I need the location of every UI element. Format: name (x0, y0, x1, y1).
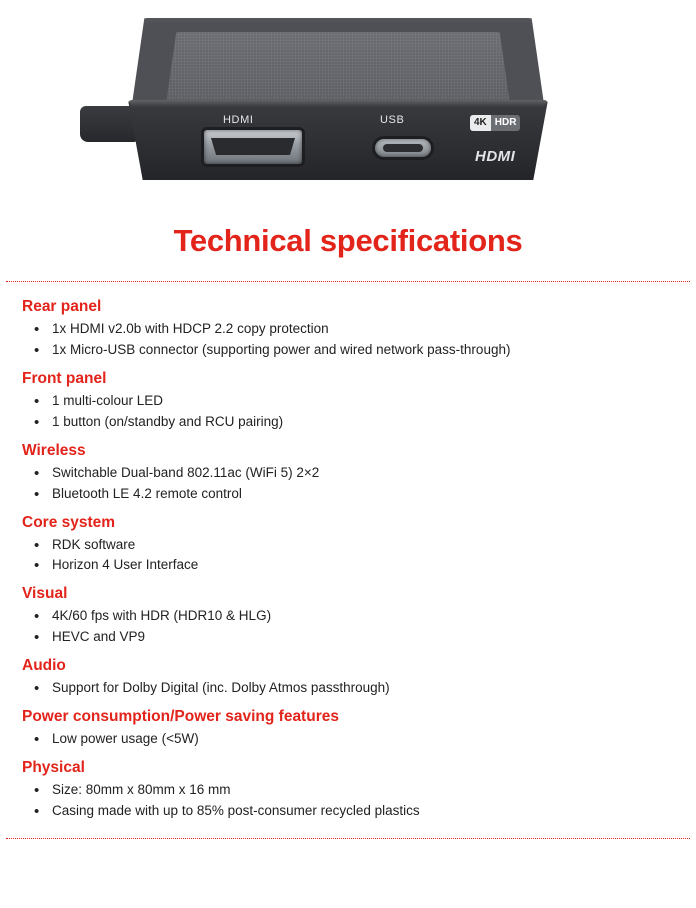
hdmi-port-label: HDMI (223, 114, 254, 126)
spec-group (22, 370, 674, 433)
divider-top (6, 281, 690, 282)
4k-hdr-badge (470, 115, 520, 131)
spec-item-list (22, 678, 674, 699)
spec-item: • 4K/60 fps with HDR (HDR10 & HLG) (28, 606, 674, 627)
product-image (0, 0, 696, 205)
spec-group (22, 442, 674, 505)
page-title: Technical specifications (173, 223, 523, 258)
spec-item: • 1x HDMI v2.0b with HDCP 2.2 copy protection (28, 319, 674, 340)
spec-group (22, 708, 674, 750)
spec-item: • Bluetooth LE 4.2 remote control (28, 484, 674, 505)
spec-group (22, 657, 674, 699)
spec-group-heading: Rear panel (22, 298, 102, 315)
hdr-badge-text: HDR (491, 115, 521, 131)
spec-item: • Horizon 4 User Interface (28, 555, 674, 576)
spec-item-list (22, 729, 674, 750)
spec-item-list (22, 535, 674, 577)
spec-item: • Casing made with up to 85% post-consumer recycled plastics (28, 801, 674, 822)
spec-group-heading: Wireless (22, 441, 86, 459)
spec-group-heading: Core system (22, 513, 116, 531)
spec-item-list (22, 606, 674, 648)
spec-group (22, 298, 674, 361)
spec-group-heading: Visual (22, 585, 68, 603)
spec-item: • 1x Micro-USB connector (supporting power and wired network pass-through) (28, 340, 674, 361)
spec-item-list (22, 391, 674, 433)
spec-item: • HEVC and VP9 (28, 627, 674, 648)
hdmi-logo: HDMI (475, 148, 516, 165)
device-illustration (118, 18, 558, 190)
spec-group (22, 759, 674, 822)
spec-item-list (22, 463, 674, 505)
device-fabric-texture (166, 32, 510, 104)
4k-badge-text: 4K (470, 115, 491, 131)
spec-group (22, 585, 674, 648)
device-front-highlight (128, 100, 548, 107)
spec-group-heading: Front panel (22, 369, 107, 387)
spec-item: • Support for Dolby Digital (inc. Dolby Atmos passthrough) (28, 678, 674, 699)
spec-group-heading: Audio (22, 657, 66, 675)
specifications-list (0, 298, 696, 822)
spec-item: • 1 button (on/standby and RCU pairing) (28, 412, 674, 433)
spec-item: • Switchable Dual-band 802.11ac (WiFi 5) 2×2 (28, 463, 674, 484)
spec-item-list (22, 780, 674, 822)
divider-bottom (6, 838, 690, 839)
spec-item: • Low power usage (<5W) (28, 729, 674, 750)
spec-item-list (22, 319, 674, 361)
spec-group (22, 514, 674, 577)
spec-item: • RDK software (28, 535, 674, 556)
spec-group-heading: Power consumption/Power saving features (22, 708, 339, 726)
spec-group-heading: Physical (22, 759, 85, 777)
hdmi-port (204, 130, 302, 164)
spec-item: • Size: 80mm x 80mm x 16 mm (28, 780, 674, 801)
device-side-tab (80, 106, 136, 142)
usb-port-label: USB (380, 114, 405, 126)
usb-port (375, 139, 431, 157)
spec-item: • 1 multi-colour LED (28, 391, 674, 412)
device-front-face (128, 100, 548, 180)
